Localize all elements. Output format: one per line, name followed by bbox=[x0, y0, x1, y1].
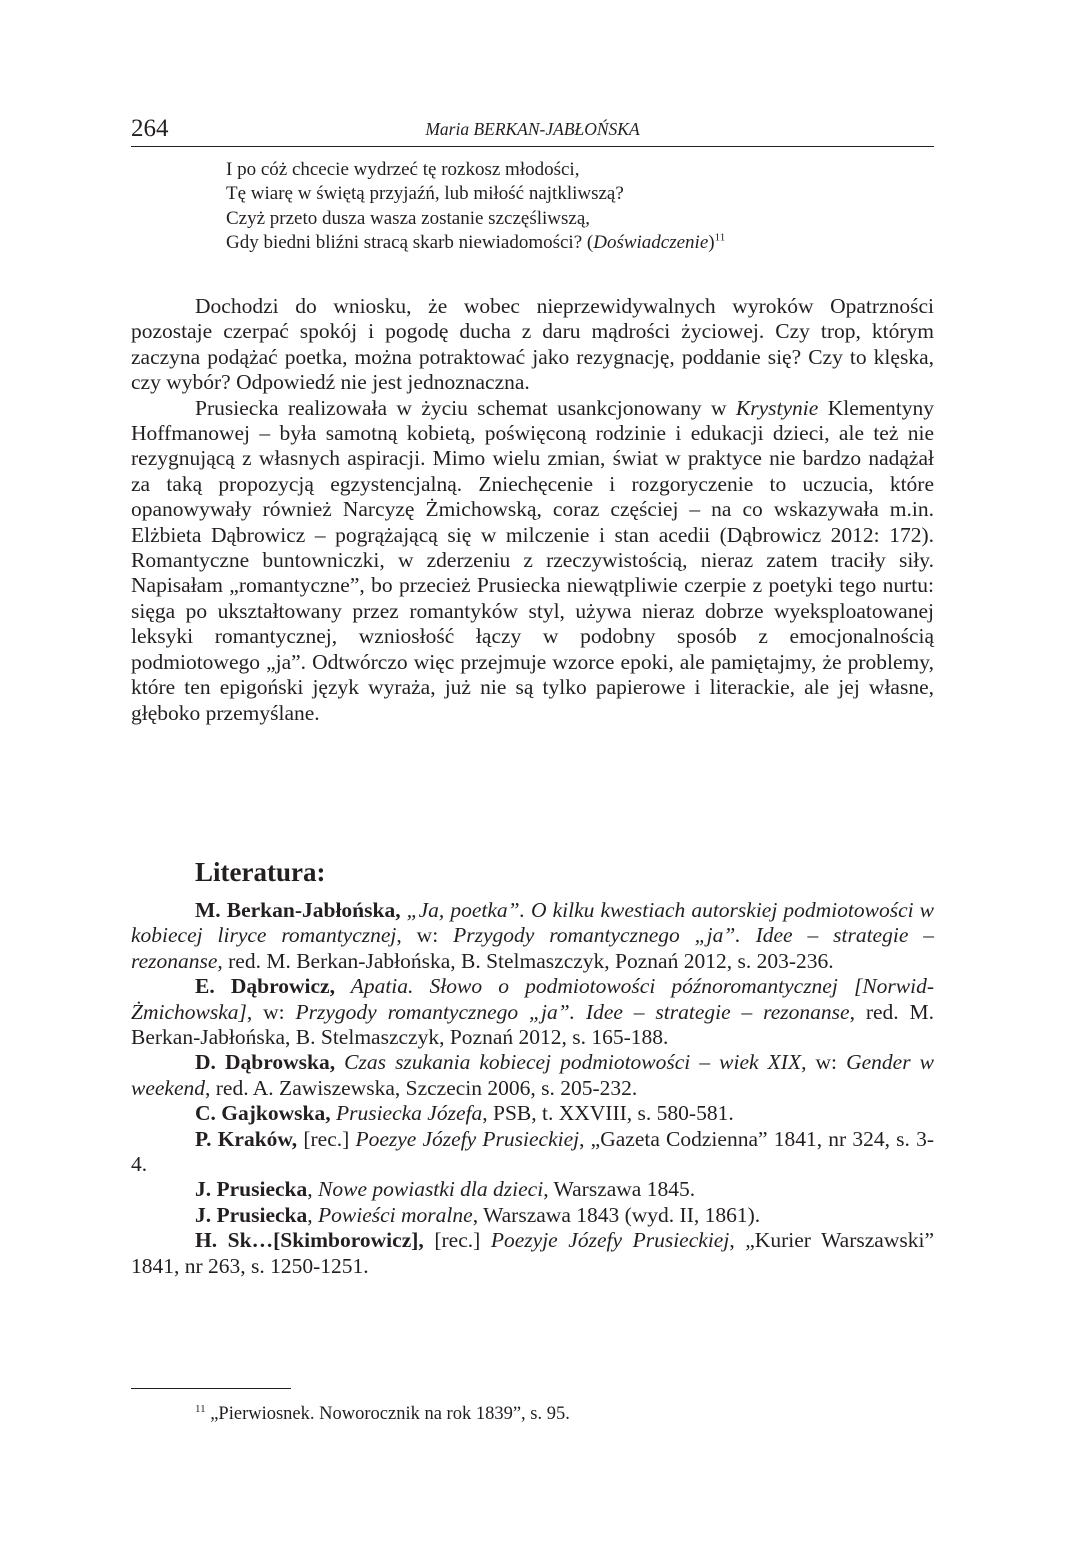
ref-title: Czas szukania kobiecej podmiotowości – wiek XIX bbox=[335, 1050, 802, 1075]
ref-title: „Ja, poetka”. O kilku kwestiach autorskiej podmiotowości w kobiecej liryce romantycznej bbox=[131, 898, 934, 948]
page-number: 264 bbox=[131, 115, 169, 142]
page-header bbox=[131, 112, 934, 147]
verse-quote bbox=[226, 158, 725, 255]
ref-author: J. Prusiecka bbox=[195, 1202, 308, 1227]
body-text bbox=[131, 294, 934, 726]
ref-author: C. Gajkowska, bbox=[195, 1101, 331, 1126]
ref-author: E. Dąbrowicz, bbox=[195, 974, 335, 999]
ref-text: , red. M. Berkan-Jabłońska, B. Stelmaszczyk, Poznań 2012, s. 165-188. bbox=[131, 999, 935, 1050]
footnote-ref[interactable]: 11 bbox=[714, 231, 726, 244]
reference-entry bbox=[131, 1127, 934, 1178]
ref-text: , w: bbox=[396, 923, 454, 948]
ref-title: Gender w weekend bbox=[131, 1050, 935, 1100]
reference-entry bbox=[131, 1050, 934, 1101]
ref-text: [rec.] bbox=[297, 1126, 356, 1151]
footnote-separator bbox=[131, 1388, 291, 1389]
work-title: Krystynie bbox=[735, 395, 819, 420]
ref-text: , bbox=[307, 1202, 319, 1227]
verse-line: Czyż przeto dusza wasza zostanie szczęśliwszą, bbox=[226, 207, 590, 229]
verse-source-title: Doświadczenie bbox=[593, 231, 709, 253]
reference-entry bbox=[131, 1101, 934, 1126]
ref-text: , red. M. Berkan-Jabłońska, B. Stelmaszczyk, Poznań 2012, s. 203-236. bbox=[217, 948, 834, 973]
paragraph bbox=[131, 396, 934, 726]
ref-title: Poezyje Józefy Prusieckiej bbox=[490, 1228, 730, 1253]
footnote bbox=[195, 1402, 570, 1426]
literature-heading: Literatura: bbox=[195, 857, 326, 887]
ref-text: , „Kurier Warszawski” 1841, nr 263, s. 1250-1251. bbox=[131, 1228, 934, 1278]
ref-title: Poezye Józefy Prusieckiej bbox=[355, 1126, 580, 1151]
footnote-text: „Pierwiosnek. Noworocznik na rok 1839”, s. 95. bbox=[205, 1404, 570, 1424]
ref-text: , „Gazeta Codzienna” 1841, nr 324, s. 3-4. bbox=[131, 1126, 934, 1177]
reference-entry bbox=[131, 1177, 934, 1202]
ref-text: [rec.] bbox=[423, 1228, 491, 1253]
ref-author: D. Dąbrowska, bbox=[195, 1050, 336, 1075]
ref-author: M. Berkan-Jabłońska, bbox=[195, 898, 401, 922]
ref-title: Prusiecka Józefa bbox=[330, 1101, 483, 1126]
ref-text: , w: bbox=[246, 999, 296, 1024]
running-head: Maria BERKAN-JABŁOŃSKA bbox=[425, 119, 640, 139]
reference-entry bbox=[131, 1203, 934, 1228]
reference-entry bbox=[131, 974, 934, 1050]
ref-text: , Warszawa 1843 (wyd. II, 1861). bbox=[472, 1202, 761, 1227]
verse-text: ) bbox=[708, 231, 715, 253]
reference-entry bbox=[131, 1228, 934, 1279]
reference-list bbox=[131, 898, 934, 1279]
ref-title: Powieści moralne bbox=[318, 1202, 473, 1227]
paragraph-text: Klementyny Hoffmanowej – była samotną kobietą, poświęconą rodzinie i edukacji dzieci, ale też nie rezygnującą z własnych aspiracji. Mimo wielu zmian, świat w praktyce nie bardzo nadążał za taką propozycją egzystencjalną. Zniechęcenie i rozgoryczenie to uczucia, które opanowywały również Narcyzę Żmichowską, coraz częściej – na co wskazywała m.in. Elżbieta Dąbrowicz – pogrążającą się w milczenie i stan acedii (Dąbrowicz 2012: 172). Romantyczne buntowniczki, w zderzeniu z rzeczywistością, nieraz zatem traciły siły. Napisałam „romantyczne”, bo przecież Prusiecka niewątpliwie czerpie z poetyki tego nurtu: sięga po ukształtowany przez romantyków styl, używa nieraz dobrze wyeksploatowanej leksyki romantycznej, wzniosłość łączy w podobny sposób z emocjonalnością podmiotowego „ja”. Odtwórczo więc przejmuje wzorce epoki, ale pamiętajmy, że problemy, które ten epigoński język wyraża, już nie są tylko papierowe i literackie, ale jej własne, głęboko przemyślane. bbox=[131, 395, 934, 725]
ref-title: Apatia. Słowo o podmiotowości późnoromantycznej [Norwid- Żmichowska] bbox=[131, 974, 934, 1024]
ref-text: , Warszawa 1845. bbox=[543, 1177, 696, 1202]
paragraph-text: Prusiecka realizowała w życiu schemat usankcjonowany w bbox=[195, 395, 736, 420]
verse-text: Gdy biedni bliźni stracą skarb niewiadomości? ( bbox=[226, 231, 594, 253]
verse-line: I po cóż chcecie wydrzeć tę rozkosz młodości, bbox=[226, 159, 580, 180]
reference-entry bbox=[131, 898, 934, 974]
footnote-number: 11 bbox=[195, 1402, 206, 1415]
ref-title: Nowe powiastki dla dzieci bbox=[318, 1177, 544, 1202]
paragraph: Dochodzi do wniosku, że wobec nieprzewidywalnych wyroków Opatrzności pozostaje czerpać spokój i pogodę ducha z daru mądrości życiowej. Czy trop, którym zaczyna podążać poetka, można potraktować jako rezygnację, poddanie się? Czy to klęska, czy wybór? Odpowiedź nie jest jednoznaczna. bbox=[131, 294, 934, 395]
verse-line-last bbox=[226, 231, 725, 255]
ref-author: H. Sk…[Skimborowicz], bbox=[195, 1228, 424, 1253]
verse-line: Tę wiarę w świętą przyjaźń, lub miłość najtkliwszą? bbox=[226, 183, 624, 205]
ref-text: , bbox=[307, 1177, 319, 1202]
ref-title: Przygody romantycznego „ja”. Idee – strategie – rezonanse bbox=[131, 923, 935, 973]
ref-title: Przygody romantycznego „ja”. Idee – strategie – rezonanse bbox=[295, 999, 850, 1024]
ref-text: , red. A. Zawiszewska, Szczecin 2006, s. 205-232. bbox=[205, 1075, 638, 1100]
ref-text: , w: bbox=[801, 1050, 847, 1075]
ref-author: P. Kraków, bbox=[195, 1126, 298, 1151]
ref-text: , PSB, t. XXVIII, s. 580-581. bbox=[482, 1101, 734, 1126]
ref-author: J. Prusiecka bbox=[195, 1177, 308, 1202]
